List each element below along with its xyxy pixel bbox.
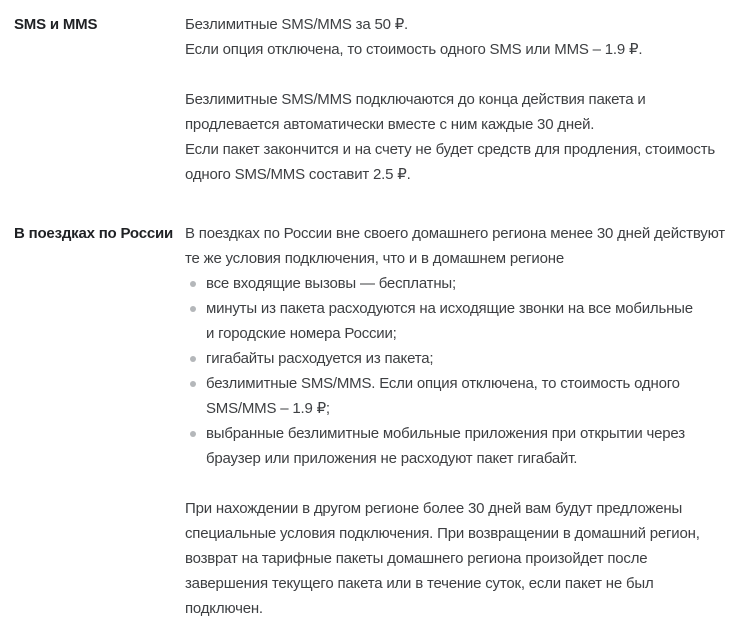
section-content-travel-russia [185,221,735,621]
text-line: завершения текущего пакета или в течение суток, если пакет не был [185,575,654,592]
text-line: возврат на тарифные пакеты домашнего региона произойдет после [185,550,648,567]
paragraph [185,87,735,187]
bullet-item [185,371,735,421]
text-line: и городские номера России; [206,325,397,342]
text-line: выбранные безлимитные мобильные приложения при открытии через [206,425,685,442]
text-line: минуты из пакета расходуются на исходящие звонки на все мобильные [206,300,693,317]
section-label-travel-russia: В поездках по России [14,225,174,242]
bullet-list [185,271,735,471]
bullet-item [185,271,735,296]
bullet-item [185,296,735,346]
text-line: те же условия подключения, что и в домашнем регионе [185,250,564,267]
text-line: подключен. [185,600,263,617]
text-line: специальные условия подключения. При возвращении в домашний регион, [185,525,700,542]
section-label-sms-mms: SMS и MMS [14,16,98,33]
section-sms-mms [14,12,735,187]
text-line: браузер или приложения не расходуют пакет гигабайт. [206,450,578,467]
text-line: В поездках по России вне своего домашнего региона менее 30 дней действуют [185,225,725,242]
paragraph [185,12,735,62]
bullet-item [185,421,735,471]
text-line: Если опция отключена, то стоимость одного SMS или MMS – 1.9 ₽. [185,41,643,58]
bullet-item [185,346,735,371]
paragraph [185,496,735,621]
text-line: SMS/MMS – 1.9 ₽; [206,400,330,417]
text-line: При нахождении в другом регионе более 30 дней вам будут предложены [185,500,683,517]
text-line: Безлимитные SMS/MMS за 50 ₽. [185,16,409,33]
text-line: все входящие вызовы — бесплатны; [206,275,456,292]
text-line: гигабайты расходуется из пакета; [206,350,434,367]
section-travel-russia [14,221,735,621]
text-line: безлимитные SMS/MMS. Если опция отключена, то стоимость одного [206,375,680,392]
text-line: Безлимитные SMS/MMS подключаются до конца действия пакета и [185,91,646,108]
sections-container [14,12,735,621]
text-line: одного SMS/MMS составит 2.5 ₽. [185,166,411,183]
section-content-sms-mms [185,12,735,187]
paragraph [185,221,735,271]
text-line: продлевается автоматически вместе с ним каждые 30 дней. [185,116,595,133]
text-line: Если пакет закончится и на счету не будет средств для продления, стоимость [185,141,716,158]
